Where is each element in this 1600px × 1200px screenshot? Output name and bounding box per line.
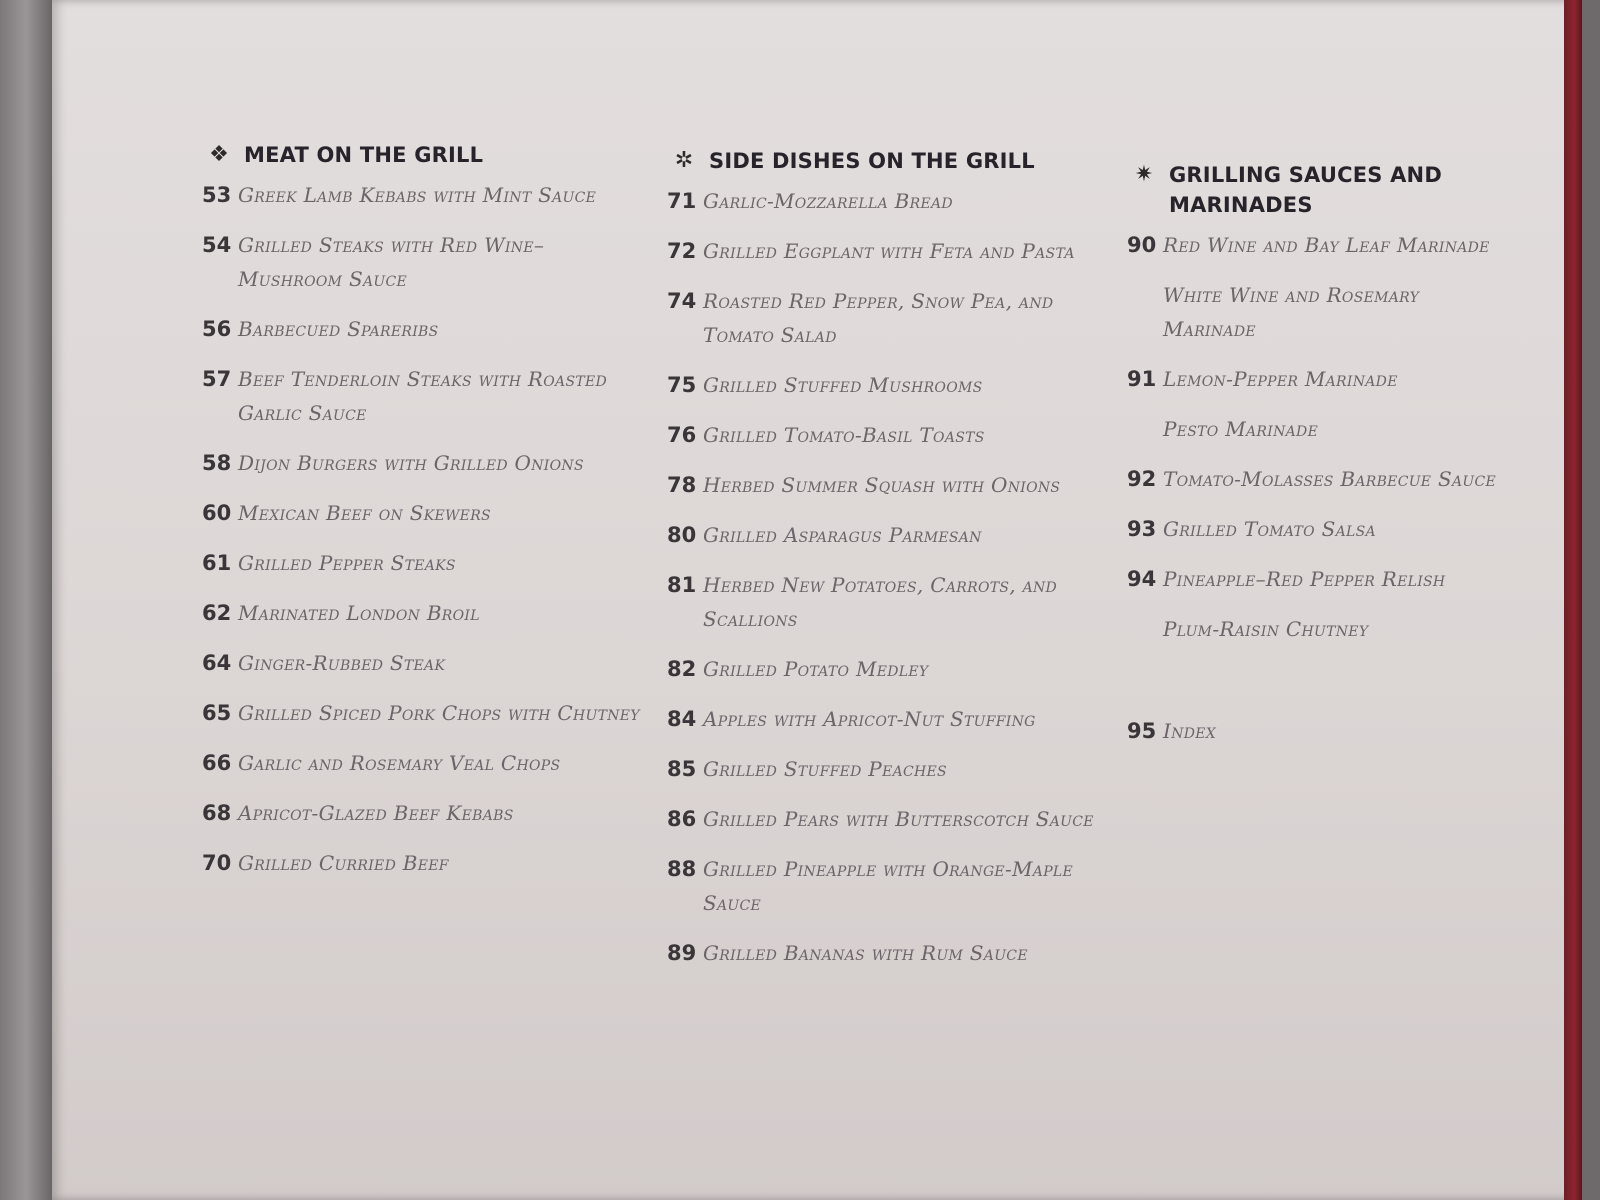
toc-entry bbox=[667, 568, 1097, 636]
red-page-edge bbox=[1564, 0, 1582, 1200]
page-number: 84 bbox=[667, 707, 697, 731]
recipe-title: Grilled Potato Medley bbox=[703, 657, 929, 681]
page-number: 53 bbox=[202, 183, 232, 207]
page-number: 89 bbox=[667, 941, 697, 965]
recipe-title: Grilled Curried Beef bbox=[238, 851, 449, 875]
spacer bbox=[1127, 662, 1497, 714]
page-number: 62 bbox=[202, 601, 232, 625]
toc-entry bbox=[202, 846, 642, 880]
page-number: 82 bbox=[667, 657, 697, 681]
section-meat-on-the-grill bbox=[202, 140, 642, 896]
section-side-dishes-on-the-grill bbox=[667, 146, 1097, 986]
toc-entry bbox=[667, 936, 1097, 970]
toc-entry bbox=[202, 312, 642, 346]
recipe-title: Roasted Red Pepper, Snow Pea, and Tomato Salad bbox=[703, 289, 1054, 347]
toc-entry bbox=[202, 496, 642, 530]
section-heading bbox=[667, 146, 1097, 176]
recipe-title: Grilled Steaks with Red Wine–Mushroom Sauce bbox=[238, 233, 545, 291]
page-number: 86 bbox=[667, 807, 697, 831]
recipe-title: Grilled Pepper Steaks bbox=[238, 551, 456, 575]
recipe-title: Red Wine and Bay Leaf Marinade bbox=[1163, 233, 1490, 257]
toc-entry bbox=[667, 518, 1097, 552]
page-number: 88 bbox=[667, 857, 697, 881]
section-heading-text: GRILLING SAUCES AND MARINADES bbox=[1169, 163, 1442, 217]
recipe-title: Grilled Eggplant with Feta and Pasta bbox=[703, 239, 1075, 263]
recipe-title: Grilled Bananas with Rum Sauce bbox=[703, 941, 1028, 965]
page-number: 66 bbox=[202, 751, 232, 775]
page-number: 76 bbox=[667, 423, 697, 447]
section-heading bbox=[1127, 160, 1497, 220]
toc-entry bbox=[1127, 228, 1497, 262]
page-number: 85 bbox=[667, 757, 697, 781]
page-number: 57 bbox=[202, 367, 232, 391]
toc-entry bbox=[202, 696, 642, 730]
recipe-title: Grilled Stuffed Mushrooms bbox=[703, 373, 983, 397]
recipe-title: Greek Lamb Kebabs with Mint Sauce bbox=[238, 183, 597, 207]
recipe-title: Ginger-Rubbed Steak bbox=[238, 651, 446, 675]
section-heading bbox=[202, 140, 642, 170]
book-spine bbox=[0, 0, 58, 1200]
page-number: 93 bbox=[1127, 517, 1157, 541]
toc-entry bbox=[1127, 278, 1497, 346]
toc-entry bbox=[1127, 462, 1497, 496]
page-number: 71 bbox=[667, 189, 697, 213]
page-number: 80 bbox=[667, 523, 697, 547]
section-grilling-sauces-and-marinades bbox=[1127, 160, 1497, 764]
toc-entry bbox=[1127, 562, 1497, 596]
toc-entry bbox=[202, 646, 642, 680]
recipe-title: Mexican Beef on Skewers bbox=[238, 501, 491, 525]
recipe-title: Herbed New Potatoes, Carrots, and Scallions bbox=[703, 573, 1058, 631]
starburst-icon: ✷ bbox=[1134, 162, 1154, 187]
recipe-title: White Wine and Rosemary Marinade bbox=[1163, 283, 1420, 341]
recipe-title: Dijon Burgers with Grilled Onions bbox=[238, 451, 584, 475]
recipe-title: Tomato-Molasses Barbecue Sauce bbox=[1163, 467, 1497, 491]
page-number: 94 bbox=[1127, 567, 1157, 591]
toc-entry bbox=[667, 652, 1097, 686]
toc-entry bbox=[1127, 412, 1497, 446]
toc-entry bbox=[667, 702, 1097, 736]
recipe-title: Grilled Stuffed Peaches bbox=[703, 757, 947, 781]
toc-entry-index bbox=[1127, 714, 1497, 748]
page-number: 92 bbox=[1127, 467, 1157, 491]
page-number: 90 bbox=[1127, 233, 1157, 257]
toc-entry bbox=[202, 796, 642, 830]
index-title: Index bbox=[1163, 719, 1217, 743]
section-heading-text: MEAT ON THE GRILL bbox=[244, 143, 484, 167]
recipe-title: Garlic-Mozzarella Bread bbox=[703, 189, 953, 213]
recipe-title: Grilled Pears with Butterscotch Sauce bbox=[703, 807, 1094, 831]
page-number: 72 bbox=[667, 239, 697, 263]
toc-entry bbox=[667, 418, 1097, 452]
page-number: 78 bbox=[667, 473, 697, 497]
toc-entry bbox=[1127, 512, 1497, 546]
section-heading-text: SIDE DISHES ON THE GRILL bbox=[709, 149, 1035, 173]
recipe-title: Pesto Marinade bbox=[1163, 417, 1319, 441]
page-number: 81 bbox=[667, 573, 697, 597]
page-number: 54 bbox=[202, 233, 232, 257]
toc-entry bbox=[202, 446, 642, 480]
recipe-title: Grilled Spiced Pork Chops with Chutney bbox=[238, 701, 640, 725]
recipe-title: Herbed Summer Squash with Onions bbox=[703, 473, 1061, 497]
page-number: 68 bbox=[202, 801, 232, 825]
recipe-title: Grilled Pineapple with Orange-Maple Sauce bbox=[703, 857, 1074, 915]
toc-entry bbox=[202, 362, 642, 430]
page-number: 75 bbox=[667, 373, 697, 397]
toc-entry bbox=[667, 234, 1097, 268]
toc-entry bbox=[202, 596, 642, 630]
toc-entry bbox=[202, 746, 642, 780]
recipe-title: Pineapple–Red Pepper Relish bbox=[1163, 567, 1446, 591]
toc-entry bbox=[667, 752, 1097, 786]
recipe-title: Barbecued Spareribs bbox=[238, 317, 439, 341]
page-number: 91 bbox=[1127, 367, 1157, 391]
page-number: 56 bbox=[202, 317, 232, 341]
recipe-title: Grilled Tomato Salsa bbox=[1163, 517, 1376, 541]
page-number: 65 bbox=[202, 701, 232, 725]
page-number: 74 bbox=[667, 289, 697, 313]
page-number: 60 bbox=[202, 501, 232, 525]
toc-entry bbox=[667, 468, 1097, 502]
recipe-title: Garlic and Rosemary Veal Chops bbox=[238, 751, 561, 775]
toc-entry bbox=[1127, 362, 1497, 396]
recipe-title: Apricot-Glazed Beef Kebabs bbox=[238, 801, 514, 825]
recipe-title: Lemon-Pepper Marinade bbox=[1163, 367, 1398, 391]
toc-entry bbox=[667, 802, 1097, 836]
recipe-title: Marinated London Broil bbox=[238, 601, 480, 625]
page-number: 95 bbox=[1127, 719, 1157, 743]
toc-entry bbox=[1127, 612, 1497, 646]
toc-entry bbox=[667, 184, 1097, 218]
recipe-title: Plum-Raisin Chutney bbox=[1163, 617, 1369, 641]
toc-entry bbox=[667, 284, 1097, 352]
recipe-title: Apples with Apricot-Nut Stuffing bbox=[703, 707, 1036, 731]
page-number: 58 bbox=[202, 451, 232, 475]
page-number: 61 bbox=[202, 551, 232, 575]
toc-entry bbox=[667, 852, 1097, 920]
diamond-cluster-icon: ❖ bbox=[209, 142, 229, 167]
recipe-title: Beef Tenderloin Steaks with Roasted Garlic Sauce bbox=[238, 367, 608, 425]
toc-entry bbox=[202, 228, 642, 296]
recipe-title: Grilled Tomato-Basil Toasts bbox=[703, 423, 985, 447]
toc-entry bbox=[202, 178, 642, 212]
toc-entry bbox=[667, 368, 1097, 402]
page-number: 70 bbox=[202, 851, 232, 875]
recipe-title: Grilled Asparagus Parmesan bbox=[703, 523, 982, 547]
page-number: 64 bbox=[202, 651, 232, 675]
contents-page bbox=[52, 0, 1582, 1200]
toc-entry bbox=[202, 546, 642, 580]
snowflake-icon: ✲ bbox=[674, 148, 694, 173]
